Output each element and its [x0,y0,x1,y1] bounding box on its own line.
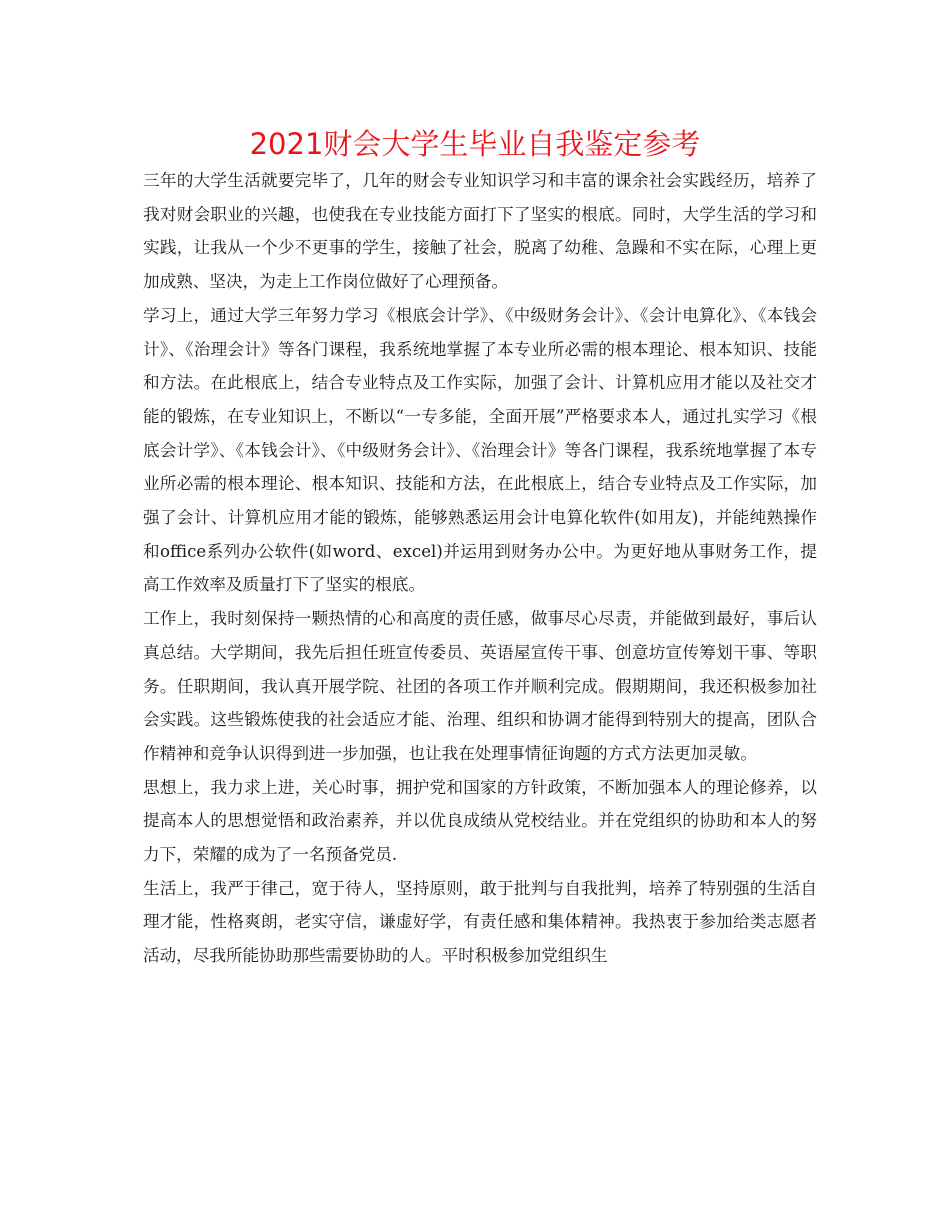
paragraph-intro: 三年的大学生活就要完毕了，几年的财会专业知识学习和丰富的课余社会实践经历，培养了我对财会职业的兴趣，也使我在专业技能方面打下了坚实的根底。同时，大学生活的学习和实践，让我从一个少不更事的学生，接触了社会，脱离了幼稚、急躁和不实在际，心理上更加成熟、坚决，为走上工作岗位做好了心理预备。 [143,171,817,292]
paragraph-study: 学习上，通过大学三年努力学习《根底会计学》、《中级财务会计》、《会计电算化》、《本钱会计》、《治理会计》等各门课程，我系统地掌握了本专业所必需的根本理论、根本知识、技能和方法。在此根底上，结合专业特点及工作实际，加强了会计、计算机应用才能以及社交才能的锻炼，在专业知识上，不断以“一专多能，全面开展”严格要求本人，通过扎实学习《根底会计学》、《本钱会计》、《中级财务会计》、《治理会计》等各门课程，我系统地掌握了本专业所必需的根本理论、根本知识、技能和方法，在此根底上，结合专业特点及工作实际，加强了会计、计算机应用才能的锻炼，能够熟悉运用会计电算化软件(如用友)，并能纯熟操作和office系列办公软件(如word、excel)并运用到财务办公中。为更好地从事财务工作，提高工作效率及质量打下了坚实的根底。 [143,305,817,595]
paragraph-life: 生活上，我严于律己，宽于待人，坚持原则，敢于批判与自我批判，培养了特别强的生活自理才能，性格爽朗，老实守信，谦虚好学，有责任感和集体精神。我热衷于参加给类志愿者活动，尽我所能协助那些需要协助的人。平时积极参加党组织生 [143,878,817,966]
document-title: 2021财会大学生毕业自我鉴定参考 [249,127,701,161]
paragraph-thought: 思想上，我力求上进，关心时事，拥护党和国家的方针政策，不断加强本人的理论修养，以提高本人的思想觉悟和政治素养，并以优良成绩从党校结业。并在党组织的协助和本人的努力下，荣耀的成为了一名预备党员. [143,777,817,865]
document-body [143,164,817,973]
paragraph-work: 工作上，我时刻保持一颗热情的心和高度的责任感，做事尽心尽责，并能做到最好，事后认真总结。大学期间，我先后担任班宣传委员、英语屋宣传干事、创意坊宣传筹划干事、等职务。任职期间，我认真开展学院、社团的各项工作并顺利完成。假期期间，我还积极参加社会实践。这些锻炼使我的社会适应才能、治理、组织和协调才能得到特别大的提高，团队合作精神和竞争认识得到进一步加强，也让我在处理事情征询题的方式方法更加灵敏。 [143,609,817,763]
